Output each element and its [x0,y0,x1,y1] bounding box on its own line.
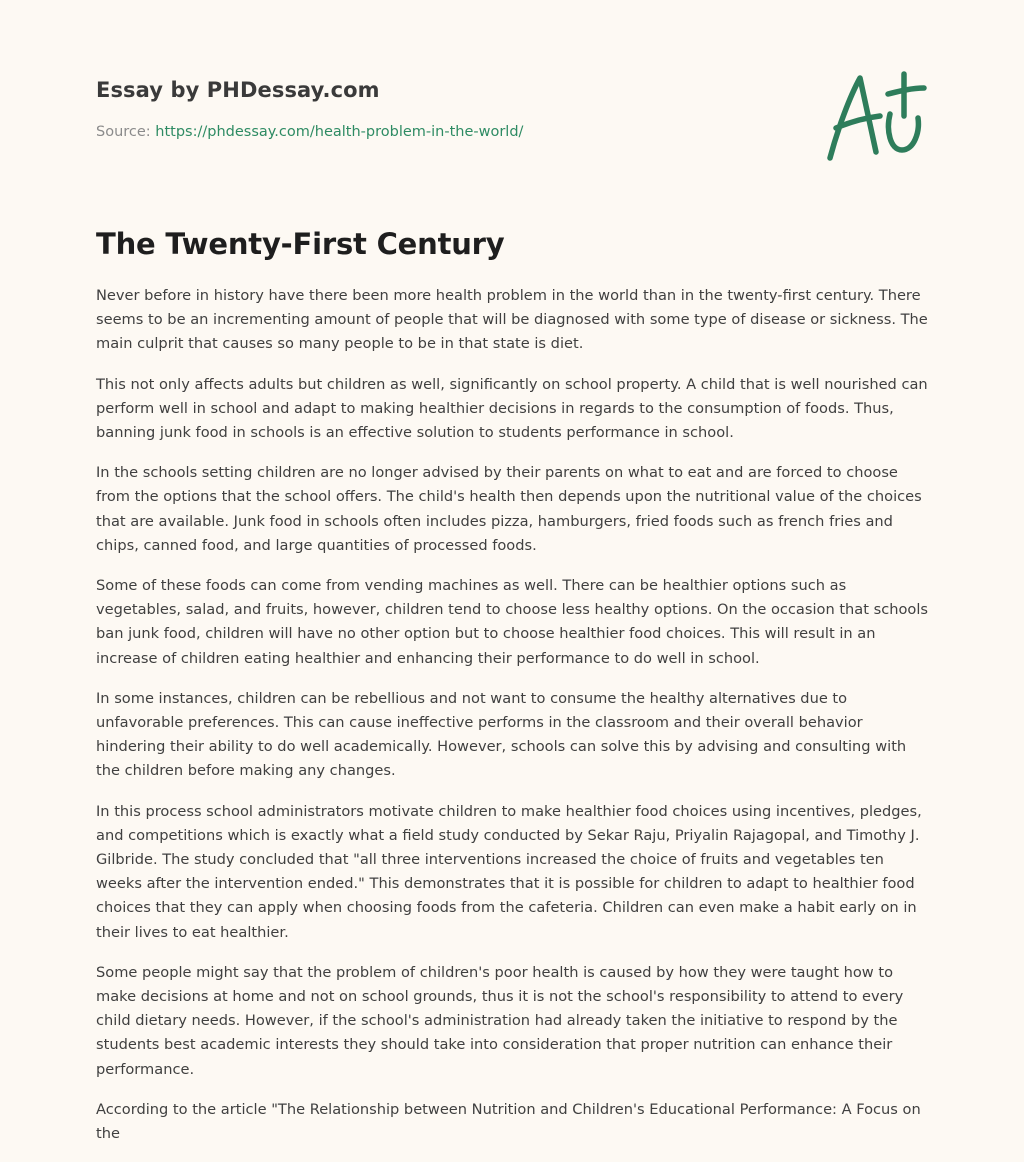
article-body [96,284,932,1162]
paragraph: According to the article "The Relationship between Nutrition and Children's Educational Performance: A Focus on the [96,1100,921,1143]
paragraph: Never before in history have there been more health problem in the world than in the twenty-first century. There seems to be an incrementing amount of people that will be diagnosed with some type of disease or sickness. The main culprit that causes so many people to be in that state is diet. [96,287,928,353]
paragraph: This not only affects adults but children as well, significantly on school property. A child that is well nourished can perform well in school and adapt to making healthier decisions in regards to the consumption of foods. Thus, banning junk food in schools is an effective solution to students performance in school. [96,375,928,442]
a-plus-logo-svg [820,66,930,166]
brand-title: Essay by PHDessay.com [96,78,380,102]
a-plus-grade-icon [820,66,930,166]
paragraph: In the schools setting children are no longer advised by their parents on what to eat and are forced to choose from the options that the school offers. The child's health then depends upon the nutritional value of the choices that are available. Junk food in schools often includes pizza, hamburgers, fried foods such as french fries and chips, canned food, and large quantities of processed foods. [96,464,922,554]
paragraph: Some people might say that the problem of children's poor health is caused by how they were taught how to make decisions at home and not on school grounds, thus it is not the school's responsibility to attend to every child dietary needs. However, if the school's administration had already taken the initiative to respond by the students best academic interests they should take into consideration that proper nutrition can enhance their performance. [96,963,904,1078]
paragraph: In this process school administrators motivate children to make healthier food choices using incentives, pledges, and competitions which is exactly what a field study conducted by Sekar Raju, Priyalin Rajagopal, and Timothy J. Gilbride. The study concluded that "all three interventions increased the choice of fruits and vegetables ten weeks after the intervention ended." This demonstrates that it is possible for children to adapt to healthier food choices that they can apply when choosing foods from the cafeteria. Children can even make a habit early on in their lives to eat healthier. [96,802,922,941]
source-label: Source: [96,124,151,140]
paragraph: Some of these foods can come from vending machines as well. There can be healthier options such as vegetables, salad, and fruits, however, children tend to choose less healthy options. On the occasion that schools ban junk food, children will have no other option but to choose healthier food choices. This will result in an increase of children eating healthier and enhancing their performance to do well in school. [96,577,929,667]
source-link[interactable]: https://phdessay.com/health-problem-in-the-world/ [155,124,524,140]
essay-header [96,76,716,142]
article-title: The Twenty-First Century [96,227,505,261]
source-line [96,122,716,142]
paragraph: In some instances, children can be rebellious and not want to consume the healthy alternatives due to unfavorable preferences. This can cause ineffective performs in the classroom and their overall behavior hindering their ability to do well academically. However, schools can solve this by advising and consulting with the children before making any changes. [96,689,907,780]
